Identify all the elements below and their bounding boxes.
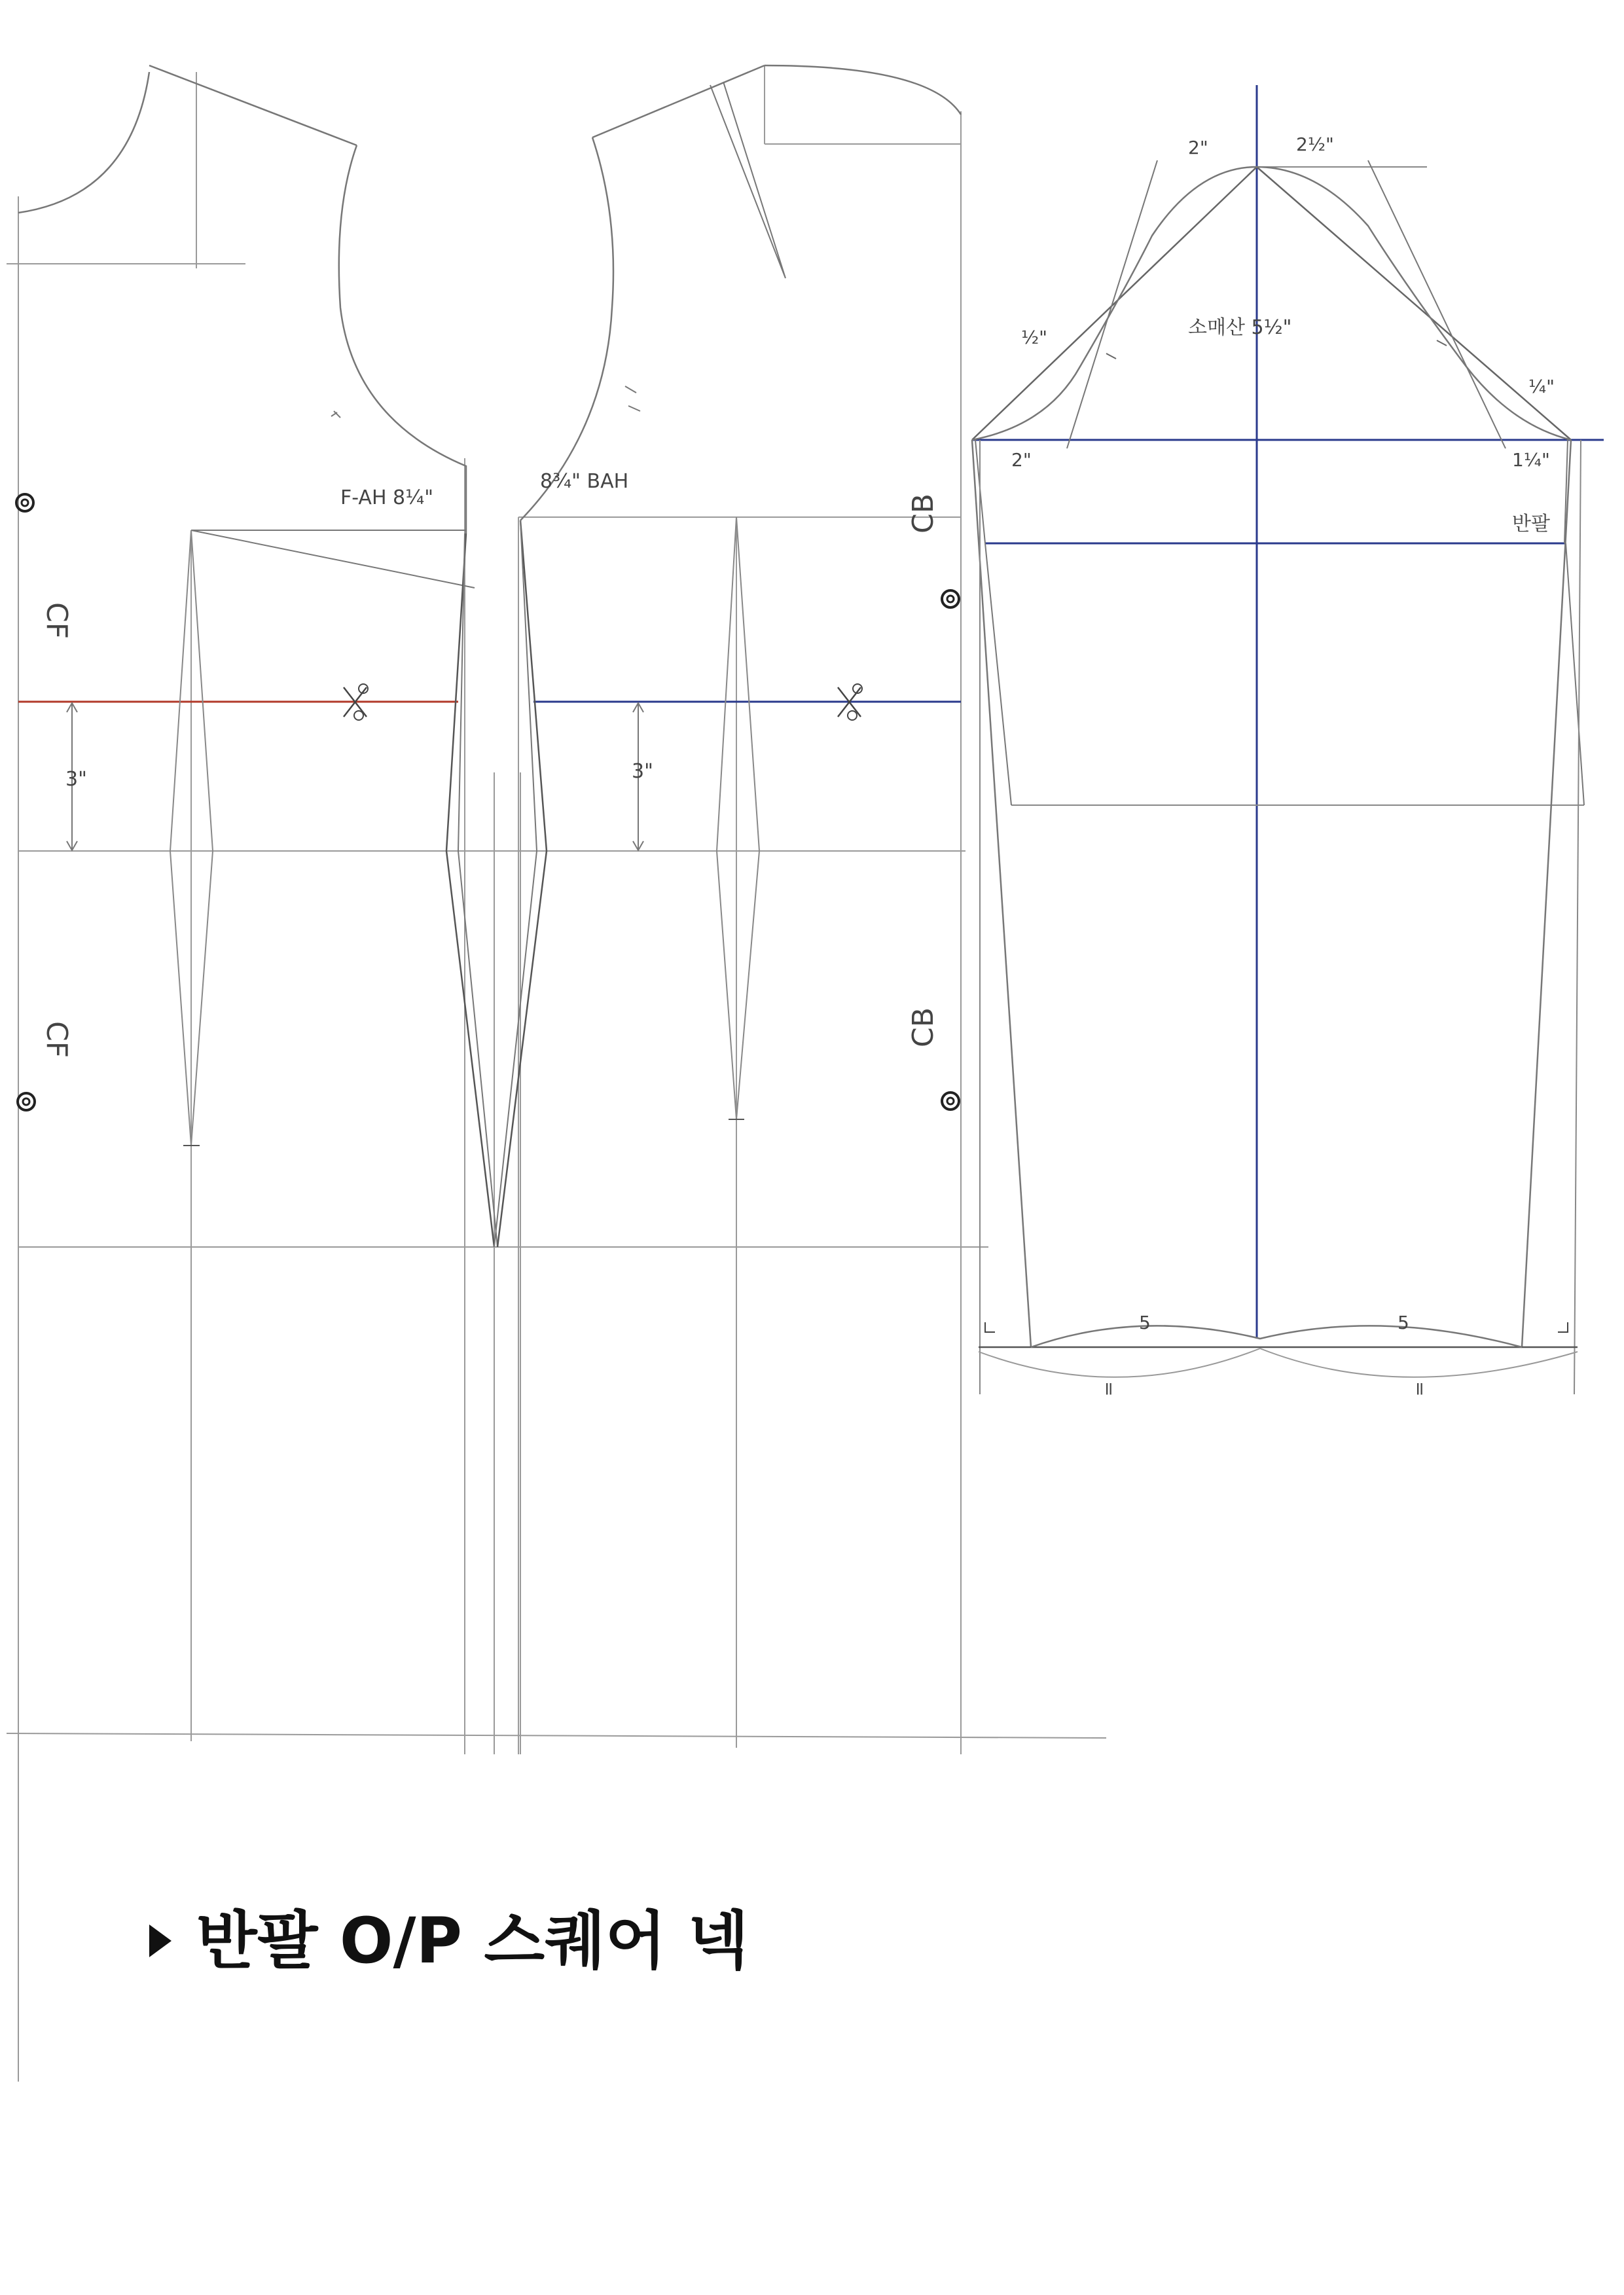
front-center-label: CF xyxy=(40,602,73,640)
sleeve-cap-curve xyxy=(972,167,1571,440)
front-center-label-lower: CF xyxy=(40,1021,73,1058)
back-armhole-label: 8¾" BAH xyxy=(540,470,629,493)
front-armhole xyxy=(339,145,466,533)
back-neckline xyxy=(765,65,961,115)
caption-bullet-icon xyxy=(149,1925,171,1957)
sleeve-cap-left-top-label: 2" xyxy=(1188,137,1208,158)
back-shoulder xyxy=(592,65,765,137)
sleeve-bicep-left-label: 2" xyxy=(1011,449,1032,471)
sleeve-hem-curve xyxy=(1031,1326,1522,1347)
sleeve-cap-right-mid-label: ¼" xyxy=(1528,376,1555,397)
bodice-guide-lines xyxy=(7,65,1106,2082)
back-center-label: CB xyxy=(907,494,940,533)
back-armhole xyxy=(520,137,613,520)
back-bodice xyxy=(494,65,961,1247)
sleeve-cap-left-mid-label: ½" xyxy=(1021,327,1048,348)
sleeve-hem-left-label: 5 xyxy=(1139,1312,1151,1333)
back-lower-dart xyxy=(717,851,759,1119)
sleeve-hem-right-label: 5 xyxy=(1398,1312,1409,1333)
sleeve-hem-left-equal: = xyxy=(1098,1381,1120,1397)
sleeve-length-label: 반팔 xyxy=(1512,513,1550,535)
front-shoulder xyxy=(149,65,357,145)
sleeve xyxy=(972,85,1604,1397)
sleeve-cap-height-label: 소매산 5½" xyxy=(1188,316,1292,339)
back-center-label-lower: CB xyxy=(907,1007,940,1047)
front-neckline xyxy=(18,72,149,213)
front-dart-depth-label: 3" xyxy=(65,768,87,791)
sleeve-cap-guides xyxy=(972,167,1571,440)
front-armhole-label: F-AH 8¼" xyxy=(340,486,434,509)
back-dart-depth-label: 3" xyxy=(632,760,653,783)
labels xyxy=(40,134,1555,1978)
sleeve-cap-right-top-label: 2½" xyxy=(1296,134,1334,155)
back-upper-dart xyxy=(717,517,759,851)
front-bodice xyxy=(16,65,497,1247)
sleeve-bicep-right-label: 1¼" xyxy=(1512,449,1550,471)
sleeve-hem-right-equal: = xyxy=(1409,1381,1431,1397)
pattern-caption: 반팔 O/P 스퀘어 넥 xyxy=(196,1904,749,1978)
